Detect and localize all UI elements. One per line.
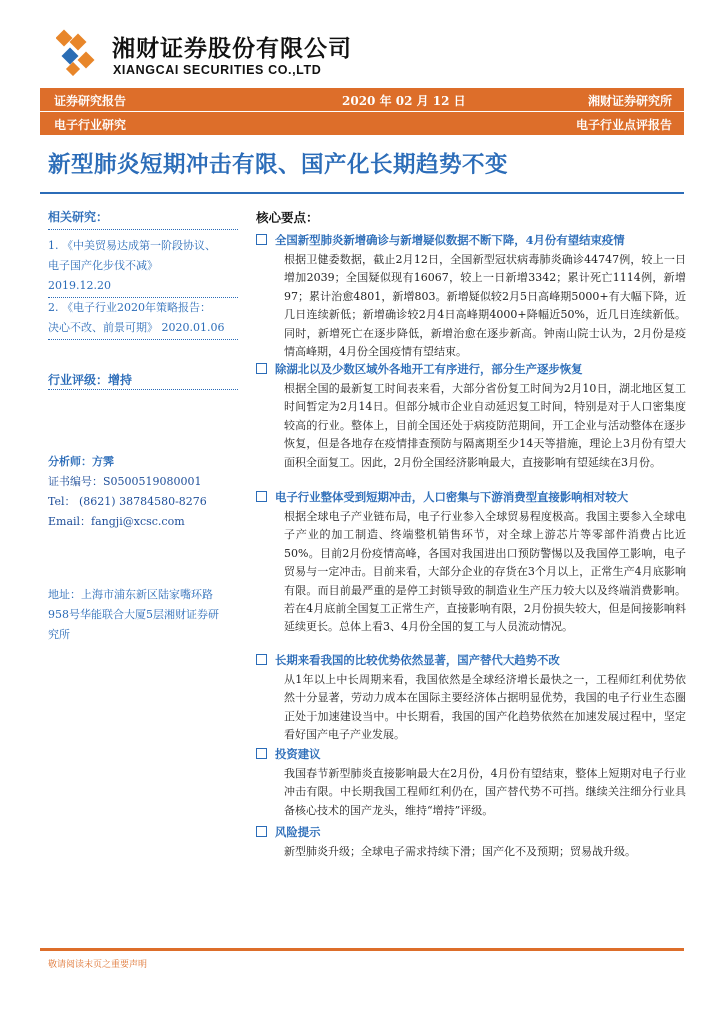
report-category: 电子行业点评报告 bbox=[575, 118, 672, 132]
section-electronics-impact bbox=[256, 488, 686, 637]
industry-research: 电子行业研究 bbox=[54, 118, 127, 132]
address-block: 地址：上海市浦东新区陆家嘴环路 958号华能联合大厦5层湘财证券研 究所 bbox=[48, 588, 219, 641]
section-title: 长期来看我国的比较优势依然显著，国产替代大趋势不改 bbox=[256, 651, 686, 669]
section-body: 从1年以上中长周期来看，我国依然是全球经济增长最快之一，工程师红利优势依然十分显著，劳动力成本在国际主要经济体占据明显优势，我国的电子行业生态圈正处于加速建设当中。中长期看，我国的国产化趋势依然在加速发展过程中，坚定看好国产电子产业发展。 bbox=[284, 673, 686, 742]
xiangcai-logo-icon bbox=[56, 28, 104, 76]
section-title: 电子行业整体受到短期冲击，人口密集与下游消费型直接影响相对较大 bbox=[256, 488, 686, 506]
section-body: 根据卫健委数据，截止2月12日，全国新型冠状病毒肺炎确诊44747例，较上一日增加2039；全国疑似现有16067，较上一日新增3342；累计死亡1114例，新增97；累计治愈4801，新增803。新增疑似较2月5日高峰期5000+有大幅下降，近几日连续新低；新增确诊较2月4日高峰期4000+降幅近50%，近几日连续新低。同时，新增死亡在逐步降低，新增治愈在逐步新高。钟南山院士认为，2月份是疫情高峰期，4月份全国疫情有望结束。 bbox=[284, 253, 686, 359]
section-body: 根据全国的最新复工时间表来看，大部分省份复工时间为2月10日，湖北地区复工时间暂定为2月14日。但部分城市企业自动延迟复工时间，特别是对于人口密集度较高的行业。整体上，目前全国还处于病疫防范期间，开工企业与活动整体在逐步恢复，但是各地存在疫情排查预防与隔离期至少14天等措施，理论上3月份有望大面积全面复工。因此，2月份全国经济影响最大，直接影响有望延续在3月份。 bbox=[284, 382, 686, 469]
checkbox-icon bbox=[256, 491, 267, 502]
related-research-heading: 相关研究： bbox=[48, 210, 109, 224]
rating-divider bbox=[48, 389, 238, 390]
related-item[interactable]: 2. 《电子行业2020年策略报告： 决心不改、前景可期》 2020.01.06 bbox=[48, 298, 238, 340]
section-investment bbox=[256, 745, 686, 820]
checkbox-icon bbox=[256, 748, 267, 759]
related-divider bbox=[48, 229, 238, 230]
analyst-cert: 证书编号：S0500519080001 bbox=[48, 475, 202, 488]
analyst-tel: Tel： (8621) 38784580-8276 bbox=[48, 495, 207, 508]
report-type: 证券研究报告 bbox=[54, 94, 127, 108]
section-title: 除湖北以及少数区域外各地开工有序进行，部分生产逐步恢复 bbox=[256, 360, 686, 378]
title-divider bbox=[40, 192, 684, 194]
section-epidemic bbox=[256, 231, 686, 361]
related-research-list bbox=[48, 236, 238, 340]
company-name-en: XIANGCAI SECURITIES CO.,LTD bbox=[113, 63, 322, 77]
related-item[interactable]: 1. 《中美贸易达成第一阶段协议、 电子国产化步伐不减》 2019.12.20 bbox=[48, 236, 238, 298]
checkbox-icon bbox=[256, 826, 267, 837]
report-title: 新型肺炎短期冲击有限、国产化长期趋势不变 bbox=[48, 152, 509, 178]
section-body: 我国春节新型肺炎直接影响最大在2月份，4月份有望结束，整体上短期对电子行业冲击有限。中长期我国工程师红利仍在，国产替代势不可挡。继续关注细分行业具备核心技术的国产龙头，维持“增持”评级。 bbox=[284, 767, 686, 817]
company-name-cn: 湘财证券股份有限公司 bbox=[112, 36, 352, 62]
section-title: 风险提示 bbox=[256, 823, 686, 841]
key-points-heading: 核心要点： bbox=[256, 210, 319, 225]
report-date: 2020 年 02 月 12 日 bbox=[342, 94, 466, 108]
analyst-info bbox=[48, 452, 238, 532]
header-band-top bbox=[40, 88, 684, 111]
section-title: 全国新型肺炎新增确诊与新增疑似数据不断下降，4月份有望结束疫情 bbox=[256, 231, 686, 249]
checkbox-icon bbox=[256, 363, 267, 374]
section-work-resume bbox=[256, 360, 686, 472]
header-band-bottom bbox=[40, 112, 684, 135]
section-long-term bbox=[256, 651, 686, 745]
industry-rating: 行业评级：增持 bbox=[48, 373, 133, 387]
section-body: 新型肺炎升级；全球电子需求持续下滑；国产化不及预期；贸易战升级。 bbox=[284, 845, 636, 858]
checkbox-icon bbox=[256, 654, 267, 665]
analyst-email[interactable]: Email：fangji@xcsc.com bbox=[48, 515, 185, 528]
footer-divider bbox=[40, 948, 684, 951]
section-title: 投资建议 bbox=[256, 745, 686, 763]
checkbox-icon bbox=[256, 234, 267, 245]
analyst-name: 分析师：方霁 bbox=[48, 455, 114, 468]
section-body: 根据全球电子产业链布局，电子行业参入全球贸易程度极高。我国主要参入全球电子产业的加工制造、终端整机销售环节，对全球上游芯片等零部件消费占比近50%。目前2月份疫情高峰，各国对我国进出口预防警惕以及我国停工影响，电子贸易与一定冲击。目前来看，大部分企业的存货在3个月以上，正常生产4月底影响有限。而目前最严重的是停工封锁导致的制造业生产压力较大以及终端消费影响。若在4月底前全国复工正常生产，直接影响有限，2月份损失较大，但是间接影响料延续更长。总体上看3、4月份全国的复工与人员流动情况。 bbox=[284, 510, 686, 634]
institute-name: 湘财证券研究所 bbox=[587, 94, 672, 108]
section-risk bbox=[256, 823, 686, 861]
disclaimer-note[interactable]: 敬请阅读末页之重要声明 bbox=[48, 960, 148, 970]
